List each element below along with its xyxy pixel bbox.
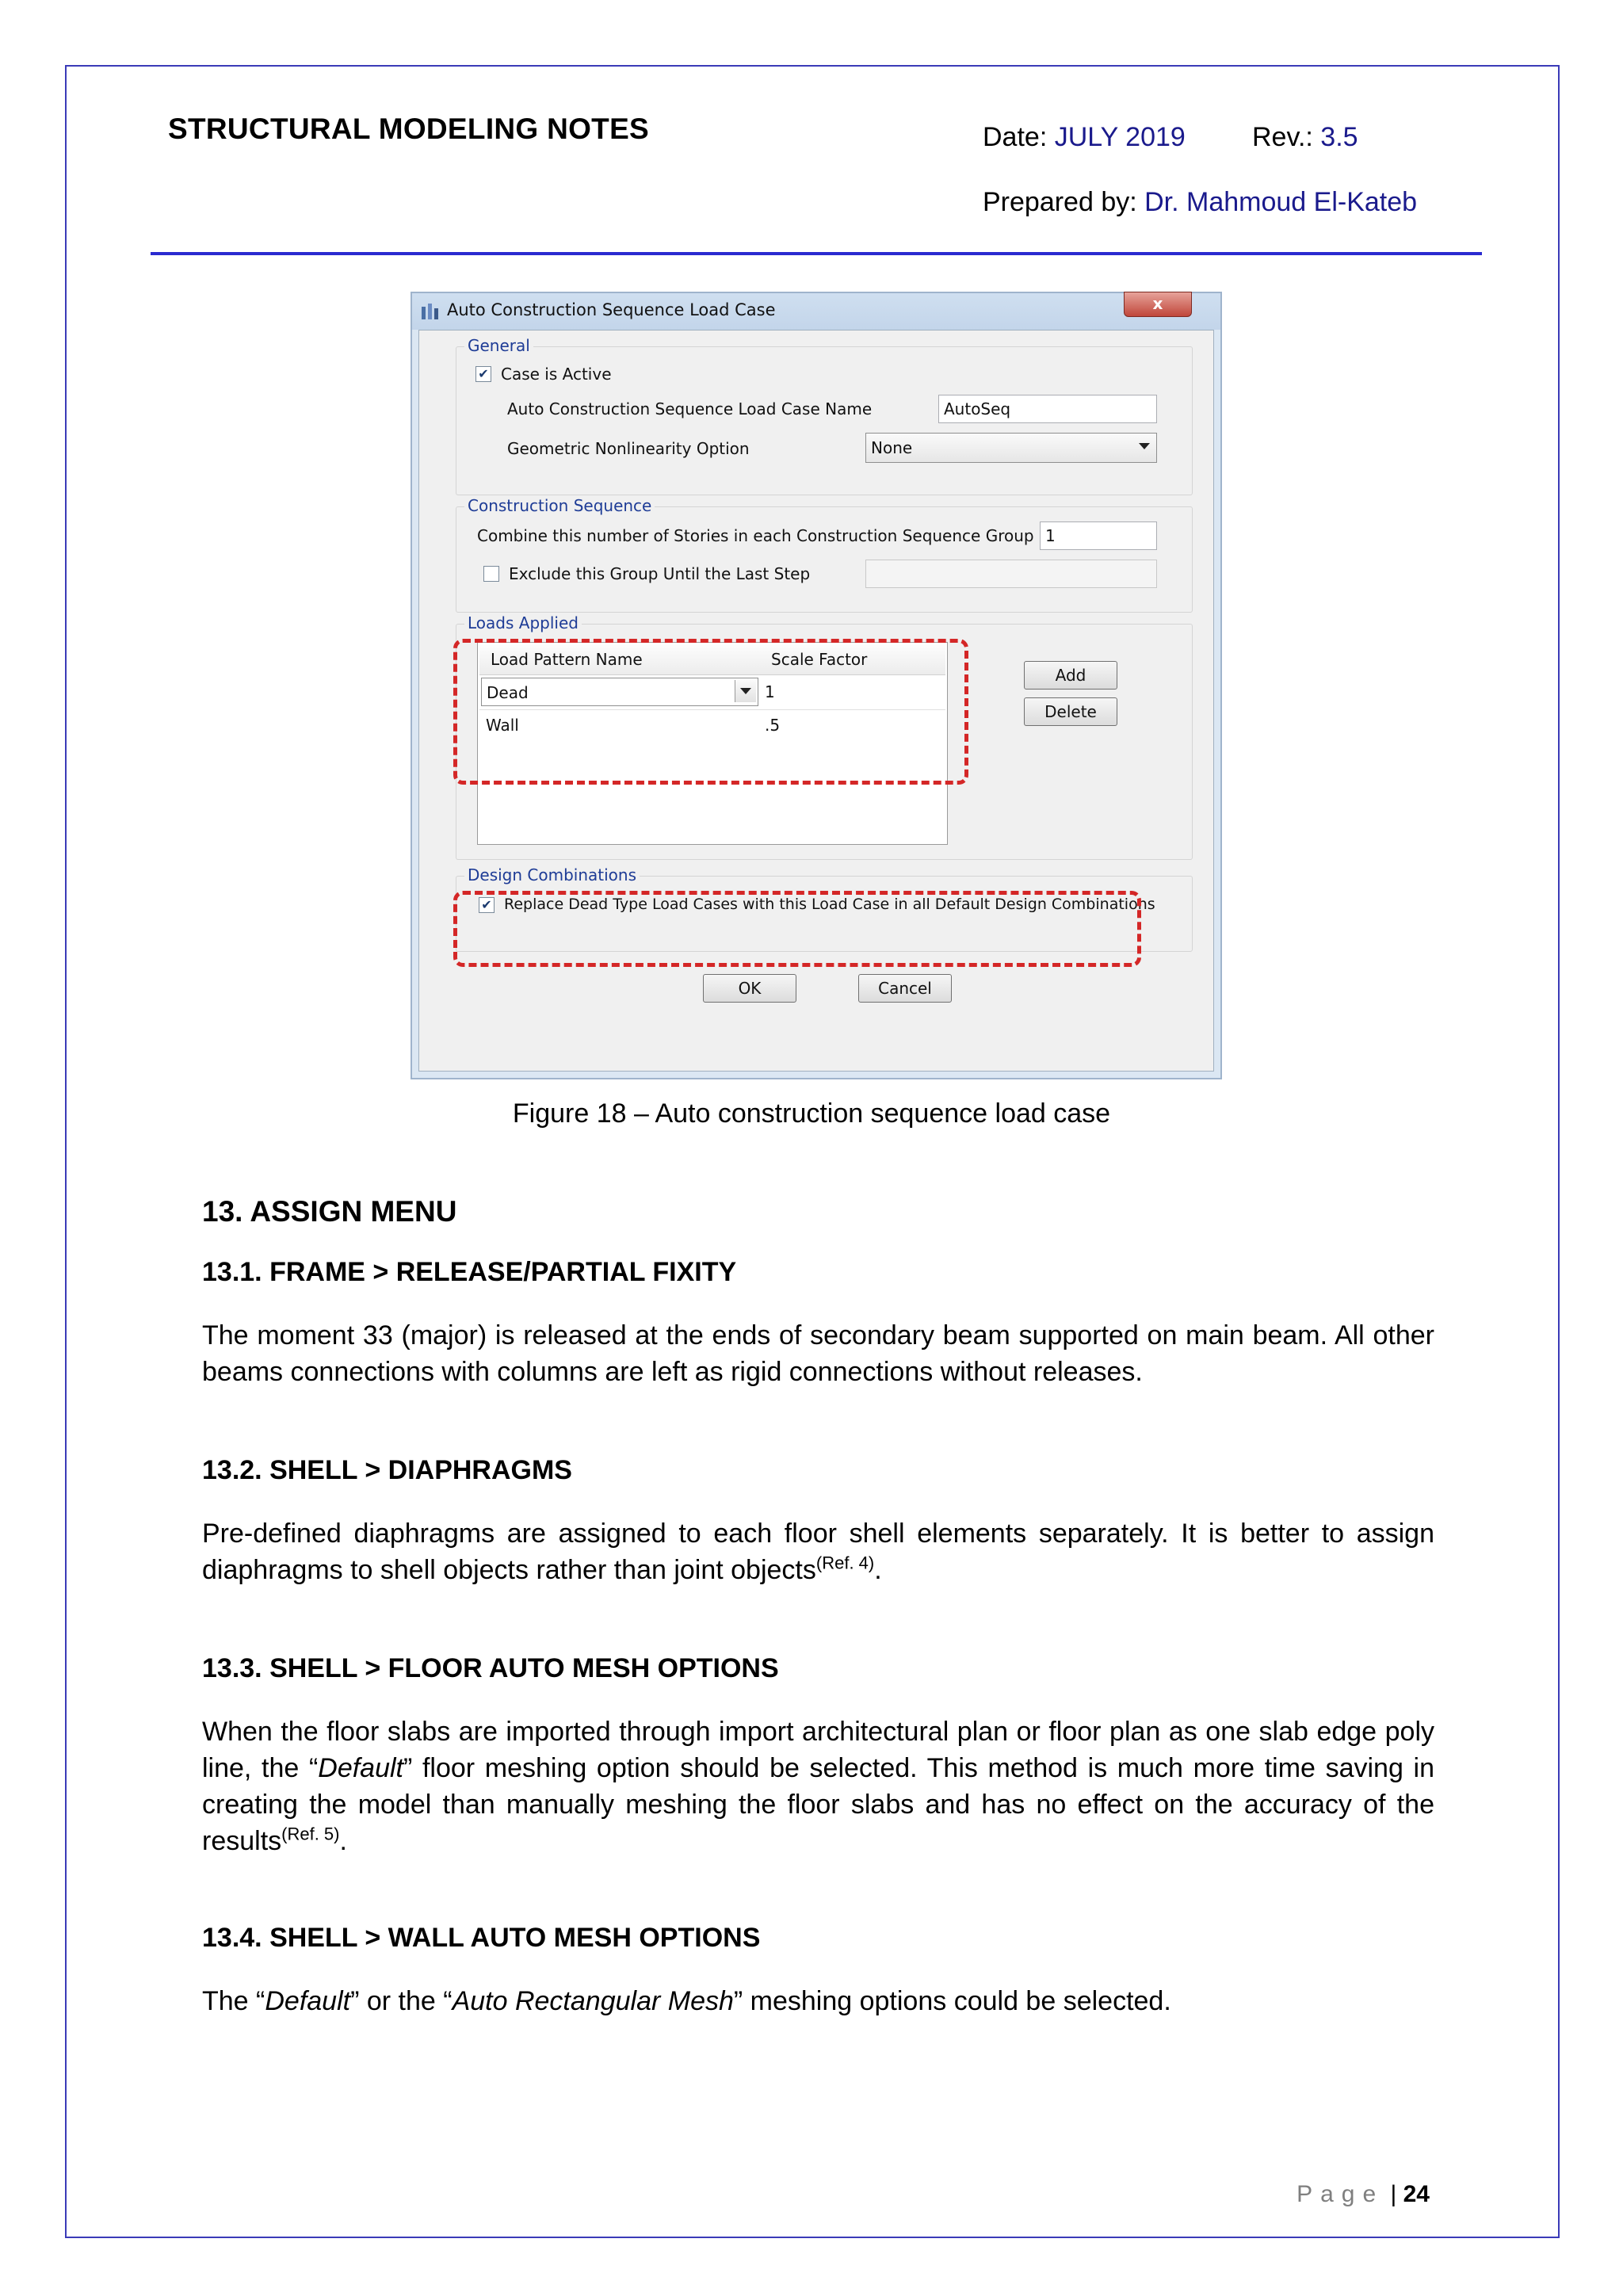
case-active-checkbox[interactable]: ✔ (475, 366, 491, 382)
paragraph-text: When the floor slabs are imported through import architectural plan or floor plan as one slab edge poly line, the “ (202, 1717, 1434, 1783)
subsection-heading: 13.4. SHELL > WALL AUTO MESH OPTIONS (202, 1923, 761, 1953)
loads-applied-label: Loads Applied (464, 613, 582, 632)
emphasis-text: Default (265, 1986, 351, 2016)
date-value: JULY 2019 (1054, 122, 1186, 152)
page-word: Page (1296, 2181, 1384, 2207)
paragraph: The moment 33 (major) is released at the ends of secondary beam supported on main beam. All other beams connections with columns are left as rigid connections without releases. (202, 1320, 1434, 1387)
row-scale-value[interactable]: 1 (765, 682, 775, 701)
row-scale-value[interactable]: .5 (765, 716, 781, 735)
case-active-label: Case is Active (501, 365, 612, 384)
nonlinearity-select[interactable] (865, 433, 1157, 463)
delete-button[interactable]: Delete (1024, 697, 1117, 726)
revision-value: 3.5 (1320, 122, 1358, 152)
emphasis-text: Default (318, 1753, 403, 1783)
row-pattern-value: Dead (487, 683, 529, 702)
paragraph: Pre-defined diaphragms are assigned to each floor shell elements separately. It is better to assign diaphragms to shell objects rather than joint objects$^{(Ref. 4)}$. (202, 1519, 1434, 1585)
ok-button[interactable]: OK (703, 974, 796, 1003)
combine-stories-input[interactable]: 1 (1040, 521, 1157, 550)
add-button[interactable]: Add (1024, 661, 1117, 690)
exclude-group-input (865, 560, 1157, 588)
case-name-input[interactable]: AutoSeq (938, 395, 1157, 423)
chevron-down-icon (1139, 443, 1150, 449)
figure-caption: Figure 18 – Auto construction sequence load case (512, 1098, 1111, 1129)
construction-sequence-group (456, 496, 1193, 613)
emphasis-text: Auto Rectangular Mesh (452, 1986, 734, 2016)
paragraph-text: ” or the “ (350, 1986, 453, 2016)
app-icon (420, 300, 441, 321)
revision-label: Rev.: (1252, 122, 1313, 152)
combine-stories-label: Combine this number of Stories in each Construction Sequence Group (477, 526, 1034, 545)
subsection-heading: 13.1. FRAME > RELEASE/PARTIAL FIXITY (202, 1257, 737, 1287)
loads-applied-highlight (453, 639, 968, 785)
paragraph (202, 1983, 1434, 2019)
page-separator: | (1390, 2181, 1397, 2207)
close-button[interactable]: x (1124, 292, 1192, 317)
header-divider (151, 252, 1482, 255)
col-scale-header: Scale Factor (771, 650, 868, 669)
general-group (456, 336, 1193, 495)
paragraph: When the floor slabs are imported through import architectural plan or floor plan as one slab edge poly line, the “Default” floor meshing option should be selected. This method is much more time saving in creating the model than manually meshing the floor slabs and has no effect on the accuracy of the results$^{(Ref. 5)}$. (202, 1717, 1434, 1856)
design-combinations-highlight (453, 891, 1141, 967)
nonlinearity-selected: None (871, 438, 913, 457)
construction-sequence-label: Construction Sequence (464, 496, 655, 515)
replace-dead-label: Replace Dead Type Load Cases with this Load Case in all Default Design Combinations (504, 896, 1155, 913)
dialog-title: Auto Construction Sequence Load Case (447, 300, 776, 319)
design-combinations-label: Design Combinations (464, 865, 640, 884)
dialog-titlebar (412, 293, 1220, 330)
subsection-heading: 13.3. SHELL > FLOOR AUTO MESH OPTIONS (202, 1653, 779, 1683)
revision-field (1252, 122, 1358, 153)
page-number: 24 (1403, 2181, 1430, 2207)
nonlinearity-label: Geometric Nonlinearity Option (507, 439, 750, 458)
general-group-label: General (464, 336, 533, 355)
prepared-label: Prepared by: (983, 187, 1137, 217)
auto-construction-sequence-dialog (411, 292, 1222, 1079)
subsection-heading: 13.2. SHELL > DIAPHRAGMS (202, 1455, 572, 1485)
paragraph-text: ” floor meshing option should be selected. This method is much more time saving in creating the model than manually meshing the floor slabs and has no effect on the accuracy of the results (202, 1753, 1434, 1856)
reference-marker: (Ref. 4) (815, 1553, 875, 1573)
paragraph-text: Pre-defined diaphragms are assigned to each floor shell elements separately. It is better to assign diaphragms to shell objects rather than joint objects (202, 1519, 1434, 1585)
col-pattern-header: Load Pattern Name (491, 650, 643, 669)
replace-dead-checkbox[interactable]: ✔ (479, 897, 495, 913)
paragraph-text: ” meshing options could be selected. (733, 1986, 1171, 2016)
page-footer (1296, 2181, 1430, 2208)
exclude-group-checkbox[interactable] (483, 566, 499, 582)
case-name-label: Auto Construction Sequence Load Case Name (507, 399, 873, 418)
exclude-group-label: Exclude this Group Until the Last Step (509, 564, 811, 583)
cancel-button[interactable]: Cancel (858, 974, 952, 1003)
prepared-by-field (983, 187, 1417, 218)
date-label: Date: (983, 122, 1048, 152)
paragraph-text: The “ (202, 1986, 265, 2016)
row-pattern-value[interactable]: Wall (486, 716, 519, 735)
prepared-value: Dr. Mahmoud El-Kateb (1144, 187, 1418, 217)
section-heading: 13. ASSIGN MENU (202, 1195, 457, 1228)
reference-marker: (Ref. 5) (281, 1824, 340, 1844)
date-field (983, 122, 1186, 153)
document-title: STRUCTURAL MODELING NOTES (168, 113, 650, 145)
